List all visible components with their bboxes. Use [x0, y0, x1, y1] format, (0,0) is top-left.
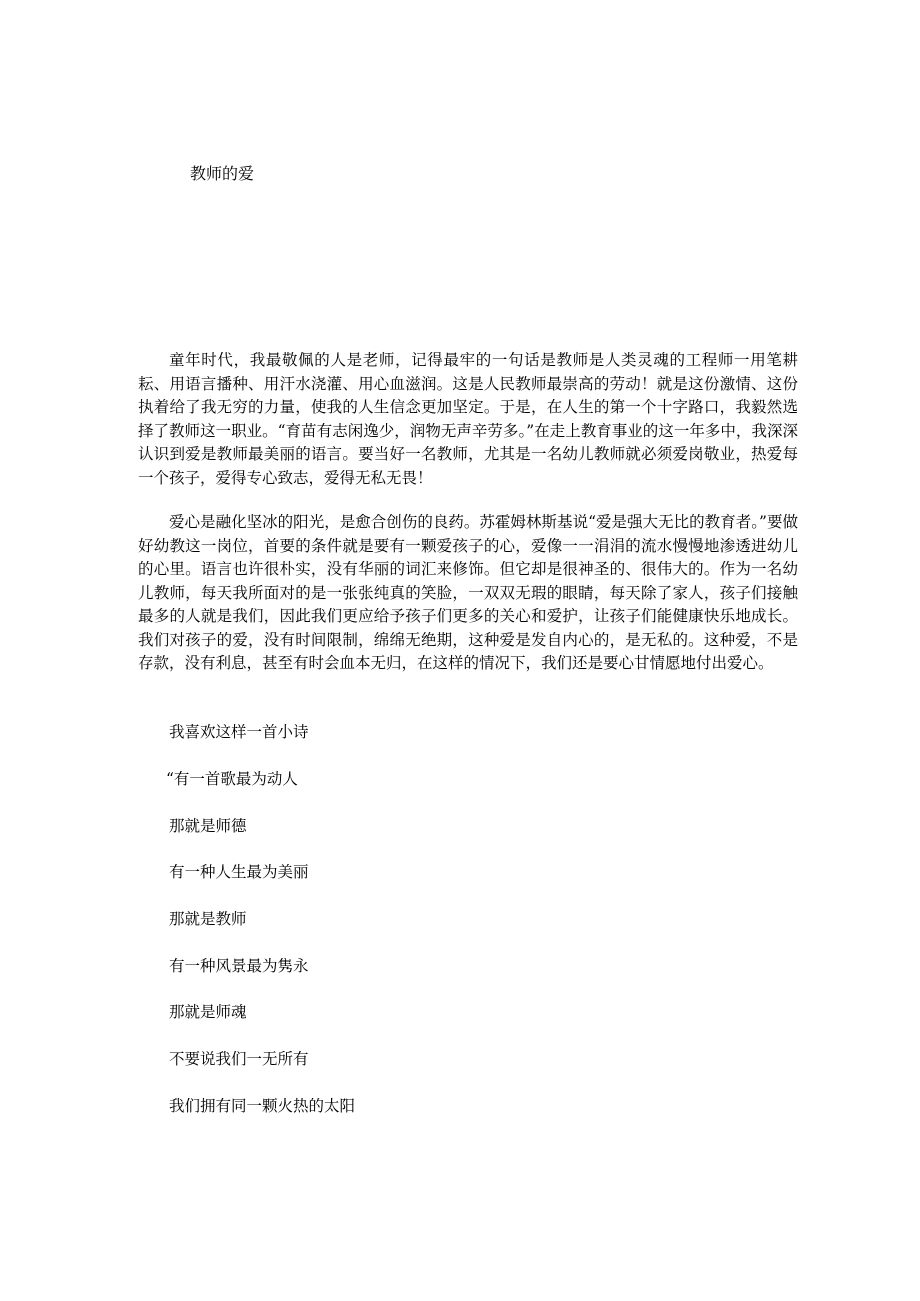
- poem-line-intro: 我喜欢这样一首小诗: [169, 723, 309, 741]
- poem-line: 那就是教师: [169, 910, 247, 928]
- poem-line: “有一首歌最为动人: [166, 770, 298, 788]
- paragraph-2: 爱心是融化坚冰的阳光，是愈合创伤的良药。苏霍姆林斯基说“爱是强大无比的教育者。”要做好幼教这一岗位，首要的条件就是要有一颗爱孩子的心，爱像一一涓涓的流水慢慢地渗透进幼儿的心里。语言也许很朴实，没有华丽的词汇来修饰。但它却是很神圣的、很伟大的。作为一名幼儿教师，每天我所面对的是一张张纯真的笑脸，一双双无瑕的眼睛，每天除了家人，孩子们接触最多的人就是我们，因此我们更应给予孩子们更多的关心和爱护，让孩子们能健康快乐地成长。我们对孩子的爱，没有时间限制，绵绵无绝期，这种爱是发自内心的，是无私的。这种爱，不是存款，没有利息，甚至有时会血本无归，在这样的情况下，我们还是要心甘情愿地付出爱心。: [138, 513, 798, 672]
- poem-line: 有一种人生最为美丽: [169, 863, 309, 881]
- poem-line: 那就是师德: [169, 817, 247, 835]
- paragraph-1: 童年时代，我最敬佩的人是老师，记得最牢的一句话是教师是人类灵魂的工程师一用笔耕耘、用语言播种、用汗水浇灌、用心血滋润。这是人民教师最崇高的劳动！就是这份激情、这份执着给了我无穷的力量，使我的人生信念更加坚定。于是，在人生的第一个十字路口，我毅然选择了教师这一职业。“育苗有志闲逸少，润物无声辛劳多。”在走上教育事业的这一年多中，我深深认识到爱是教师最美丽的语言。要当好一名教师，尤其是一名幼儿教师就必须爱岗敬业，热爱每一个孩子，爱得专心致志，爱得无私无畏！: [138, 351, 798, 487]
- document-title: 教师的爱: [190, 164, 255, 183]
- poem-line: 有一种风景最为隽永: [169, 957, 309, 975]
- poem-line: 我们拥有同一颗火热的太阳: [169, 1097, 356, 1115]
- poem-line: 那就是师魂: [169, 1003, 247, 1021]
- poem-line: 不要说我们一无所有: [169, 1050, 309, 1068]
